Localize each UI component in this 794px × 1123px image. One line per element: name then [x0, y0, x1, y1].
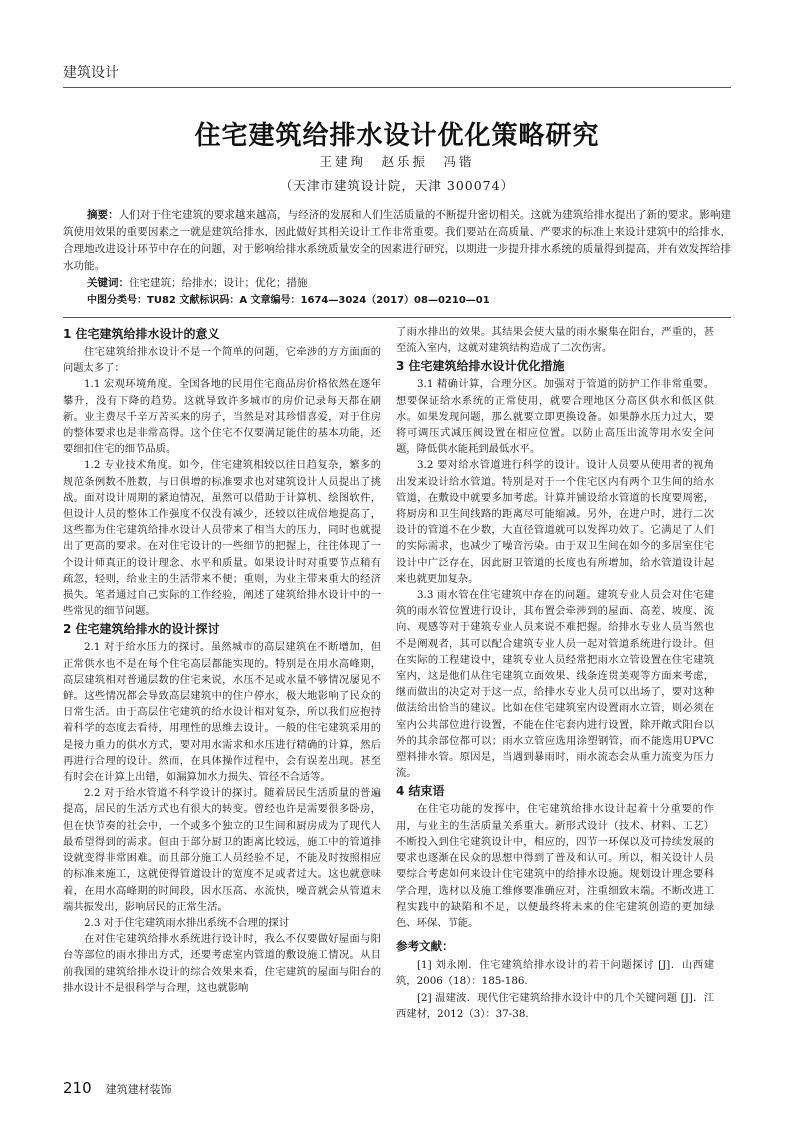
section-3-3-paragraph: 3.3 雨水管在住宅建筑中存在的问题。建筑专业人员会对住宅建筑的雨水管位置进行设计，其布置会牵涉到的屋面、高差、坡度、流向、观感等对于建筑专业人员来说不难把握。给排水专业人员当然也不是阐观者，其可以配合建筑专业人员一起对管道系统进行设计。但在实际的工程建设中，建筑专业人员经常把雨水立管设置在住宅建筑室内，这是他们从住宅建筑立面效果、线条连贯美观等方面来考虑，继而做出的决定对于这一点，给排水专业人员可以出场了，要对这种做法给出恰当的建议。比如在住宅建筑室内设置雨水立管，则必须在室内公共部位进行设置，不能在住宅套内进行设置，除开敞式阳台以外的其余部位都可以；雨水立管应选用涂塑钢管，而不能选用UPVC塑料排水管。原因是，当遇到暴雨时，雨水流态会从重力流变为压力流。	[396, 589, 714, 780]
abstract-block	[63, 207, 731, 309]
section-3-heading: 3 住宅建筑给排水设计优化措施	[396, 359, 565, 374]
article-title: 住宅建筑给排水设计优化策略研究	[194, 121, 600, 151]
section-3-1-paragraph: 3.1 精确计算，合理分区。加强对于管道的防护工作非常重要。想要保证给水系统的正常使用，就要合理地区分高区供水和低区供水。如果发现问题，那么就要立即更换设备。如果静水压力过大，要将可调压式减压阀设置在相应位置。以防止高压出流等用水安全问题，降低供水能耗到最低水平。	[396, 378, 714, 456]
section-4-heading: 4 结束语	[396, 784, 445, 799]
section-1-intro: 住宅建筑给排水设计不是一个简单的问题，它牵涉的方方面面的问题太多了：	[63, 346, 381, 375]
keywords-label: 关键词：	[87, 277, 129, 289]
section-1-1-paragraph: 1.1 宏观环境角度。全国各地的民用住宅商品房价格依然在逐年攀升，没有下降的趋势。这就导致许多城市的房价记录每天都在刷新。业主费尽千辛万苦买来的房子，当然是对其珍惜喜爱，对于住房的整体要求也是非常高得。这个住宅不仅要满足能住的基本功能，还要细扣住宅的细节品质。	[63, 378, 381, 456]
article-affiliation: （天津市建筑设计院，天津 300074）	[279, 178, 515, 193]
abstract-text: 人们对于住宅建筑的要求越来越高，与经济的发展和人们生活质量的不断提升密切相关。这就为建筑给排水提出了新的要求。影响建筑使用效果的重要因素之一就是建筑给排水，因此做好其相关设计工作非常重要。我们要站在高质量、严要求的标准上来设计建筑中的给排水，合理地改进设计环节中存在的问题，对于影响给排水系统质量安全的因素进行研究，以期进一步提升排水系统的质量得到提高，并有效发挥给排水功能。	[63, 209, 732, 272]
article-authors: 王建珣 赵乐振 冯锴	[319, 154, 475, 169]
abstract-label: 摘要：	[87, 209, 119, 221]
right-column	[396, 324, 714, 1022]
page-footer	[63, 1079, 172, 1097]
reference-item: [1] 刘永刚．住宅建筑给排水设计的若干问题探讨 [J]．山西建筑，2006（18）：185-186.	[396, 959, 714, 988]
reference-item: [2] 温建波．现代住宅建筑给排水设计中的几个关键问题 [J]．江西建材，2012（3）：37-38.	[396, 991, 714, 1020]
section-3-2-paragraph: 3.2 要对给水管道进行科学的设计。设计人员要从使用者的视角出发来设计给水管道。特别是对于一个住宅区内有两个卫生间的给水管道，在敷设中就要多加考虑。计算并铺设给水管道的长度要周密，将厨房和卫生间线路的距离尽可能缩减。另外，在进户时，进行二次设计的管道不在少数，大直径管道就可以发挥功效了。它满足了人们的实际需求，也减少了噪音污染。由于双卫生间在如今的多居室住宅设计中广泛存在，因此厨卫管道的长度也有所增加，给水管道设计起来也就更加复杂。	[396, 459, 714, 585]
abstract-paragraph	[63, 207, 731, 275]
continued-paragraph: 了雨水排出的效果。其结果会使大量的雨水聚集在阳台，严重的，甚至流入室内，这就对建筑结构造成了二次伤害。	[396, 326, 714, 355]
section-4-paragraph: 在住宅功能的发挥中，住宅建筑给排水设计起着十分重要的作用，与业主的生活质量关系重大。新形式设计（技术、材料、工艺）不断投入到住宅建筑设计中，相应的，四节一环保以及可持续发展的要求也逐渐在民众的思想中得到了普及和认可。所以，相关设计人员要综合考虑如何来设计住宅建筑中的给排水设施。规划设计理念要科学合理，选材以及施工维修要准确应对，注重细致末端。不断改进工程实践中的缺陷和不足，以便最终将未来的住宅建筑创造的更加绿色、环保、节能。	[396, 803, 714, 929]
section-2-3-paragraph: 在对住宅建筑给排水系统进行设计时，我么不仅要做好屋面与阳台等部位的雨水排出方式，还要考虑室内管道的敷设施工情况。从目前我国的建筑给排水设计的综合效果来看，住宅建筑的屋面与阳台的排水设计不是很科学与合理，这也就影响	[63, 933, 381, 994]
journal-name: 建筑建材装饰	[105, 1083, 172, 1096]
section-2-1-paragraph: 2.1 对于给水压力的探讨。虽然城市的高层建筑在不断增加，但正常供水也不是在每个住宅高层都能实现的。特别是在用水高峰期，高层建筑相对普通层数的住宅来说，水压不足或水量不够情况屡见不鲜。这些情况都会导致高层建筑中的住户停水，极大地影响了民众的日常生活。由于高层住宅建筑的给水设计相对复杂，所以我们应抱持着科学的态度去看待，用理性的思维去设计。一般的住宅建筑采用的是接力重力的供水方式，要对用水需求和水压进行精确的计算，然后再进行合理的设计。然而，在具体操作过程中，会有误差出现。甚至有时会在计算上出错，如漏算加水力损失、管径不合适等。	[63, 641, 381, 784]
section-tag: 建筑设计	[63, 65, 119, 81]
classification-line: 中图分类号：TU82 文献标识码：A 文章编号：1674—3024（2017）08—0210—01	[87, 295, 490, 306]
section-2-3-heading: 2.3 对于住宅建筑雨水排出系统不合理的探讨	[84, 916, 289, 929]
references-heading: 参考文献：	[396, 939, 454, 954]
section-1-heading: 1 住宅建筑给排水设计的意义	[63, 327, 220, 341]
abstract-rule	[63, 317, 731, 318]
header-rule	[63, 87, 731, 88]
section-2-heading: 2 住宅建筑给排水的设计探讨	[63, 622, 220, 637]
section-2-2-paragraph: 2.2 对于给水管道不科学设计的探讨。随着居民生活质量的普遍提高，居民的生活方式也有很大的转变。曾经也许是需要很多卧房，但在快节奏的社会中，一个或多个独立的卫生间和厨房成为了现代人最希望得到的需求。但由于部分厨卫的距离比较远，施工中的管道排设就变得非常困难。而且部分施工人员经验不足，不能及时按照相应的标准来施工，这就使得管道设计的宽度不足或者过大。这也就意味着，在用水高峰期的时间段，因水压高、水流快，噪音就会从管道末端共振发出，影响居民的正常生活。	[63, 787, 381, 913]
page-number: 210	[63, 1079, 92, 1097]
keywords-line	[63, 275, 731, 292]
left-column	[63, 324, 381, 996]
keywords-text: 住宅建筑；给排水；设计；优化；措施	[129, 277, 308, 289]
section-1-2-paragraph: 1.2 专业技术角度。如今，住宅建筑相较以往日趋复杂，繁多的规范条例数不胜数，与日俱增的标准要求也对建筑设计人员提出了挑战。面对设计周期的紧迫情况，虽然可以借助于计算机、绘图软件，但设计人员的整体工作强度不仅没有减少，还较以往成倍地提高了，这些都为住宅建筑给排水设计人员带来了相当大的压力，同时也就提出了更高的要求。在对住宅设计的一些细节的把握上，往往体现了一个设计师真正的设计理念、水平和质量。如果设计时对重要节点稍有疏忽，轻则，给业主的生活带来不便；重则，为业主带来重大的经济损失。笔者通过自己实际的工作经验，阐述了建筑给排水设计中的一些常见的细节问题。	[63, 459, 381, 618]
